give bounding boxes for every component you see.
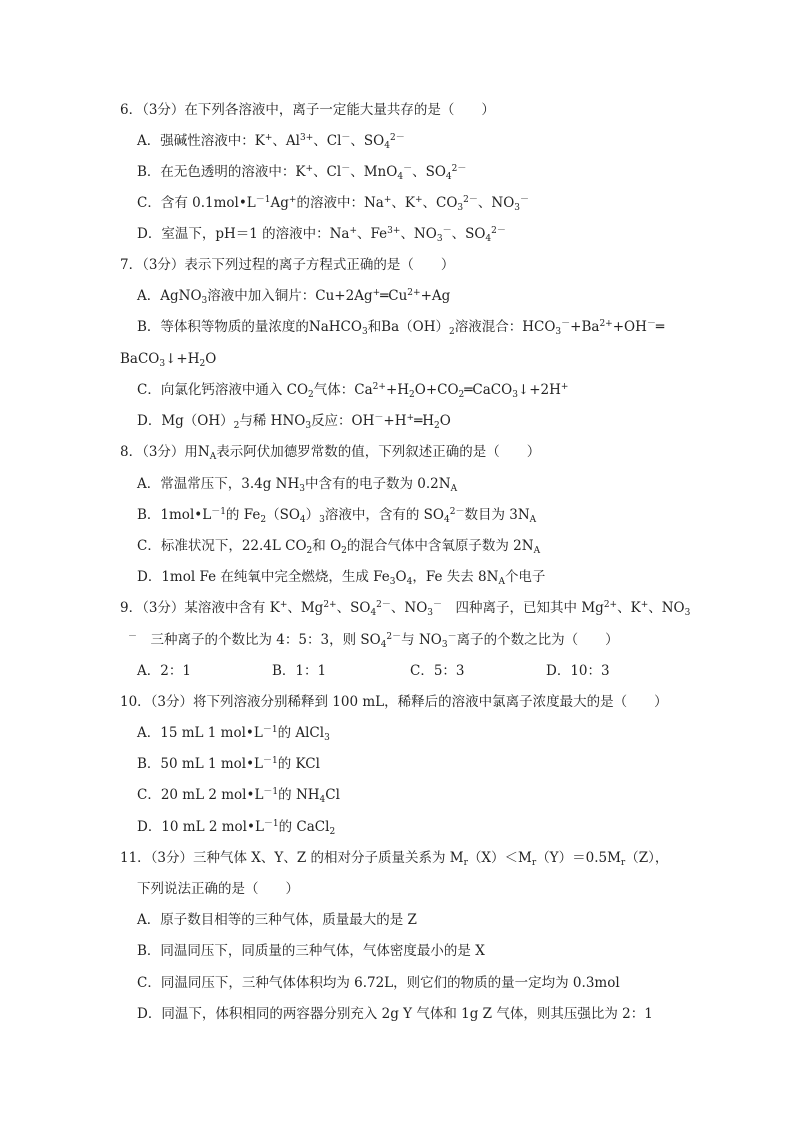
text-sup: 2+ <box>372 382 386 392</box>
answer-option: D．10：3 <box>546 663 610 679</box>
text-run: （X）＜M <box>467 850 532 866</box>
text-sub: 3 <box>319 515 325 525</box>
text-sub: 2 <box>308 390 314 400</box>
text-run: BaCO <box>120 351 160 367</box>
text-sup: + <box>264 133 273 143</box>
text-sup: 2－ <box>389 133 405 143</box>
text-run: 9．（3分）某溶液中含有 K <box>120 600 280 616</box>
text-sup: + <box>383 195 392 205</box>
text-run: （Z）， <box>625 850 669 866</box>
text-run: 、SO <box>336 600 371 616</box>
text-sub: 3 <box>389 577 396 587</box>
text-run: B．1mol•L <box>137 507 212 523</box>
text-run: B．同温同压下，同质量的三种气体，气体密度最小的是 X <box>137 943 485 959</box>
answer-option: A．2：1 <box>137 663 191 679</box>
text-sub: 2 <box>433 421 440 431</box>
text-run: 、SO <box>451 226 486 242</box>
text-sub: 3 <box>684 608 691 618</box>
text-run: 溶液中加入铜片：Cu+2Ag <box>207 288 373 304</box>
text-run: D．1mol Fe 在纯氧中完全燃烧，生成 Fe <box>137 569 390 585</box>
text-sup: 3+ <box>299 133 314 143</box>
text-run: C．含有 0.1mol•L <box>137 195 256 211</box>
text-run: +Ba <box>570 319 600 335</box>
text-run: 、Fe <box>357 226 388 242</box>
text-run: 、NO <box>477 195 515 211</box>
text-sub: 4 <box>319 795 326 805</box>
text-sup: －1 <box>262 725 278 735</box>
text-sub: 4 <box>485 234 492 244</box>
question-line <box>137 755 320 773</box>
text-run: B．等体积等物质的量浓度的NaHCO <box>137 319 362 335</box>
text-run: 、NO <box>400 226 437 242</box>
text-run: A．强碱性溶液中：K <box>137 133 265 149</box>
text-sub: 4 <box>380 640 387 650</box>
text-run: 与 NO <box>401 632 442 648</box>
text-run: O <box>395 569 407 585</box>
text-sup: + <box>305 164 314 174</box>
text-run: 的 NH <box>278 787 320 803</box>
text-run: 、Cl <box>313 133 342 149</box>
text-sub: 3 <box>299 484 305 494</box>
text-sub: 3 <box>427 608 434 618</box>
text-run: B．50 mL 1 mol•L <box>137 756 264 772</box>
text-sub: 4 <box>406 577 413 587</box>
text-sup: 2+ <box>407 288 421 298</box>
text-run: C．20 mL 2 mol•L <box>137 787 264 803</box>
text-run: 个电子 <box>504 569 546 585</box>
text-run: 下列说法正确的是（ ） <box>137 881 299 897</box>
text-run: ，Fe 失去 8N <box>412 569 499 585</box>
text-run: 的溶液中：Na <box>296 195 384 211</box>
text-sup: 2+ <box>323 600 337 610</box>
text-run: 四种离子，已知其中 Mg <box>442 600 604 616</box>
question-line <box>137 974 620 992</box>
text-sup: + <box>414 195 423 205</box>
text-run: A．原子数目相等的三种气体，质量最大的是 Z <box>137 912 417 928</box>
text-sup: + <box>560 382 569 392</box>
text-run: 的 Fe <box>225 507 261 523</box>
question-line <box>137 506 536 524</box>
question-line <box>137 911 417 929</box>
question-stem <box>120 256 454 274</box>
text-sub: r <box>463 858 468 868</box>
text-sub: r <box>620 858 626 868</box>
text-run: 、CO <box>422 195 458 211</box>
text-sup: － <box>403 164 413 174</box>
text-run: 数目为 3N <box>464 507 530 523</box>
question-stem <box>120 443 540 461</box>
text-sup: － <box>561 319 571 329</box>
text-run: 的 KCl <box>277 756 320 772</box>
text-run: D．同温下，体积相同的两容器分别充入 2g Y 气体和 1g Z 气体，则其压强比为 2：1 <box>137 1006 653 1022</box>
question-line <box>137 287 450 305</box>
text-sub: 3 <box>305 421 312 431</box>
text-run: 三种离子的个数比为 4：5：3，则 SO <box>137 632 381 648</box>
text-run: B．在无色透明的溶液中：K <box>137 164 306 180</box>
text-run: C．同温同压下，三种气体体积均为 6.72L，则它们的物质的量一定均为 0.3mol <box>137 975 620 991</box>
text-sub: 2 <box>329 827 336 837</box>
question-line <box>137 225 506 243</box>
text-run: 中含有的电子数为 0.2N <box>304 476 451 492</box>
text-run: 8．（3分）用N <box>120 444 210 460</box>
text-run: 、NO <box>390 600 428 616</box>
text-sub: 2 <box>233 421 240 431</box>
text-run: 表示阿伏加德罗常数的值，下列叙述正确的是（ ） <box>216 444 541 460</box>
text-run: ） <box>305 507 320 523</box>
text-sub: 3 <box>441 640 448 650</box>
text-run: 气体：Ca <box>313 382 373 398</box>
text-sub: 4 <box>443 515 450 525</box>
text-run: 反应：OH <box>311 413 375 429</box>
text-run: 的混合气体中含氧原子数为 2N <box>346 538 534 554</box>
text-sub: 2 <box>199 359 206 369</box>
text-sup: 2－ <box>451 164 467 174</box>
question-line <box>137 194 529 212</box>
text-run: ↓+2H <box>517 382 561 398</box>
text-run: 、Mg <box>287 600 324 616</box>
text-sup: + <box>349 226 358 236</box>
question-line <box>137 412 451 430</box>
text-run: 、K <box>617 600 641 616</box>
question-line <box>137 724 330 742</box>
text-run: 、SO <box>412 164 446 180</box>
text-sub: 2 <box>341 546 347 556</box>
text-run: O <box>205 351 217 367</box>
text-run: （SO <box>266 507 300 523</box>
text-run: 、K <box>391 195 415 211</box>
text-run: D．Mg（OH） <box>137 413 234 429</box>
text-run: 、Al <box>272 133 300 149</box>
text-run: 溶液中，含有的 SO <box>324 507 444 523</box>
text-sub: 4 <box>445 172 452 182</box>
question-line <box>137 568 545 586</box>
text-run: D．室温下，pH＝1 的溶液中：Na <box>137 226 350 242</box>
text-sub: 4 <box>397 172 404 182</box>
text-run: 10．（3分）将下列溶液分别稀释到 100 mL，稀释后的溶液中氯离子浓度最大的是（ ） <box>120 694 668 710</box>
text-sup: －1 <box>263 819 279 829</box>
text-sub: 3 <box>324 733 330 743</box>
question-stem <box>120 849 668 867</box>
text-run: +H <box>383 413 407 429</box>
text-sup: + <box>372 288 381 298</box>
text-run: 、Cl <box>313 164 342 180</box>
text-run: 溶液混合：HCO <box>454 319 556 335</box>
text-sup: － <box>646 319 656 329</box>
text-sub: 3 <box>514 203 521 213</box>
text-run: （Y）＝0.5M <box>536 850 621 866</box>
text-sup: 2－ <box>463 195 478 205</box>
text-sup: －1 <box>263 756 278 766</box>
text-sub: 2 <box>260 515 267 525</box>
text-run: 和 O <box>312 538 342 554</box>
text-sub: A <box>498 577 505 587</box>
text-run: ↓+H <box>165 351 200 367</box>
text-sub: 3 <box>555 327 562 337</box>
text-run: 11．（3分）三种气体 X、Y、Z 的相对分子质量关系为 M <box>120 850 464 866</box>
text-run: O <box>439 413 451 429</box>
text-sup: + <box>406 413 415 423</box>
text-sub: 4 <box>384 141 390 151</box>
text-sub: 2 <box>306 546 313 556</box>
text-sup: － <box>341 133 351 143</box>
text-sup: － <box>341 164 351 174</box>
text-sup: + <box>640 600 649 610</box>
question-line <box>137 381 568 399</box>
text-run: ═CaCO <box>464 382 513 398</box>
text-run: Cl <box>325 787 340 803</box>
text-sup: 3+ <box>387 226 401 236</box>
text-sup: + <box>288 195 297 205</box>
text-run: 离子的个数之比为（ ） <box>456 632 619 648</box>
text-run: O+CO <box>414 382 459 398</box>
text-sup: －1 <box>263 787 279 797</box>
text-sub: A <box>533 546 541 556</box>
text-run: +Ag <box>420 288 451 304</box>
text-run: A．15 mL 1 mol•L <box>137 725 263 741</box>
text-sub: 2 <box>458 390 465 400</box>
text-run: C．标准状况下，22.4L CO <box>137 538 307 554</box>
text-sub: 3 <box>457 203 464 213</box>
text-sub: 4 <box>370 608 377 618</box>
text-sup: + <box>279 600 288 610</box>
answer-option: C．5：3 <box>410 663 465 679</box>
text-sup: － <box>433 600 443 610</box>
text-run: ═Cu <box>380 288 408 304</box>
question-line <box>137 818 335 836</box>
text-sub: 2 <box>409 390 415 400</box>
question-stem <box>120 101 495 119</box>
text-sub: 3 <box>159 359 166 369</box>
question-line <box>137 537 540 555</box>
text-sup: －1 <box>211 507 226 517</box>
text-run: A．AgNO <box>137 288 202 304</box>
question-line <box>137 942 485 960</box>
question-line <box>128 631 619 649</box>
question-stem <box>120 693 668 711</box>
text-sup: 2－ <box>376 600 391 610</box>
text-sup: 2+ <box>599 319 613 329</box>
question-line <box>137 1005 653 1023</box>
text-run: +H <box>385 382 410 398</box>
text-sub: 3 <box>436 234 443 244</box>
text-run: 与稀 HNO <box>239 413 306 429</box>
question-line <box>137 318 664 336</box>
text-run: 的 AlCl <box>277 725 325 741</box>
text-sup: 2－ <box>449 507 465 517</box>
text-run: ═H <box>414 413 434 429</box>
text-run: +OH <box>612 319 647 335</box>
question-line <box>137 880 299 898</box>
answer-option: B．1：1 <box>272 663 327 679</box>
text-run: D．10 mL 2 mol•L <box>137 819 264 835</box>
text-sub: 3 <box>201 296 208 306</box>
question-line <box>137 132 405 150</box>
text-run: 6．（3分）在下列各溶液中，离子一定能大量共存的是（ ） <box>120 102 495 118</box>
text-sup: －1 <box>255 195 271 205</box>
text-sup: － <box>447 632 457 642</box>
text-sup: 2－ <box>386 632 402 642</box>
text-sub: 3 <box>512 390 518 400</box>
text-run: 、MnO <box>350 164 398 180</box>
text-sup: 2+ <box>603 600 618 610</box>
text-run: ═ <box>655 319 665 335</box>
question-line <box>137 163 466 181</box>
text-run: A．常温常压下，3.4g NH <box>137 476 300 492</box>
text-run: C．向氯化钙溶液中通入 CO <box>137 382 309 398</box>
text-sup: － <box>128 632 138 642</box>
text-sup: － <box>520 195 530 205</box>
question-line <box>137 475 457 493</box>
text-sub: 2 <box>449 327 455 337</box>
question-stem <box>120 599 690 617</box>
text-sub: 3 <box>361 327 368 337</box>
text-run: 的 CaCl <box>278 819 330 835</box>
text-sub: A <box>209 452 217 462</box>
text-sup: 2－ <box>491 226 506 236</box>
text-sub: r <box>531 858 537 868</box>
question-line <box>137 786 340 804</box>
text-run: 7．（3分）表示下列过程的离子方程式正确的是（ ） <box>120 257 455 273</box>
text-sub: 4 <box>299 515 306 525</box>
text-run: 和Ba（OH） <box>367 319 449 335</box>
text-run: 、NO <box>648 600 685 616</box>
text-sup: － <box>442 226 452 236</box>
text-sub: A <box>450 484 458 494</box>
text-sup: － <box>374 413 384 423</box>
text-sub: A <box>529 515 537 525</box>
text-run: Ag <box>270 195 289 211</box>
text-run: 、SO <box>350 133 385 149</box>
question-line <box>120 350 216 368</box>
